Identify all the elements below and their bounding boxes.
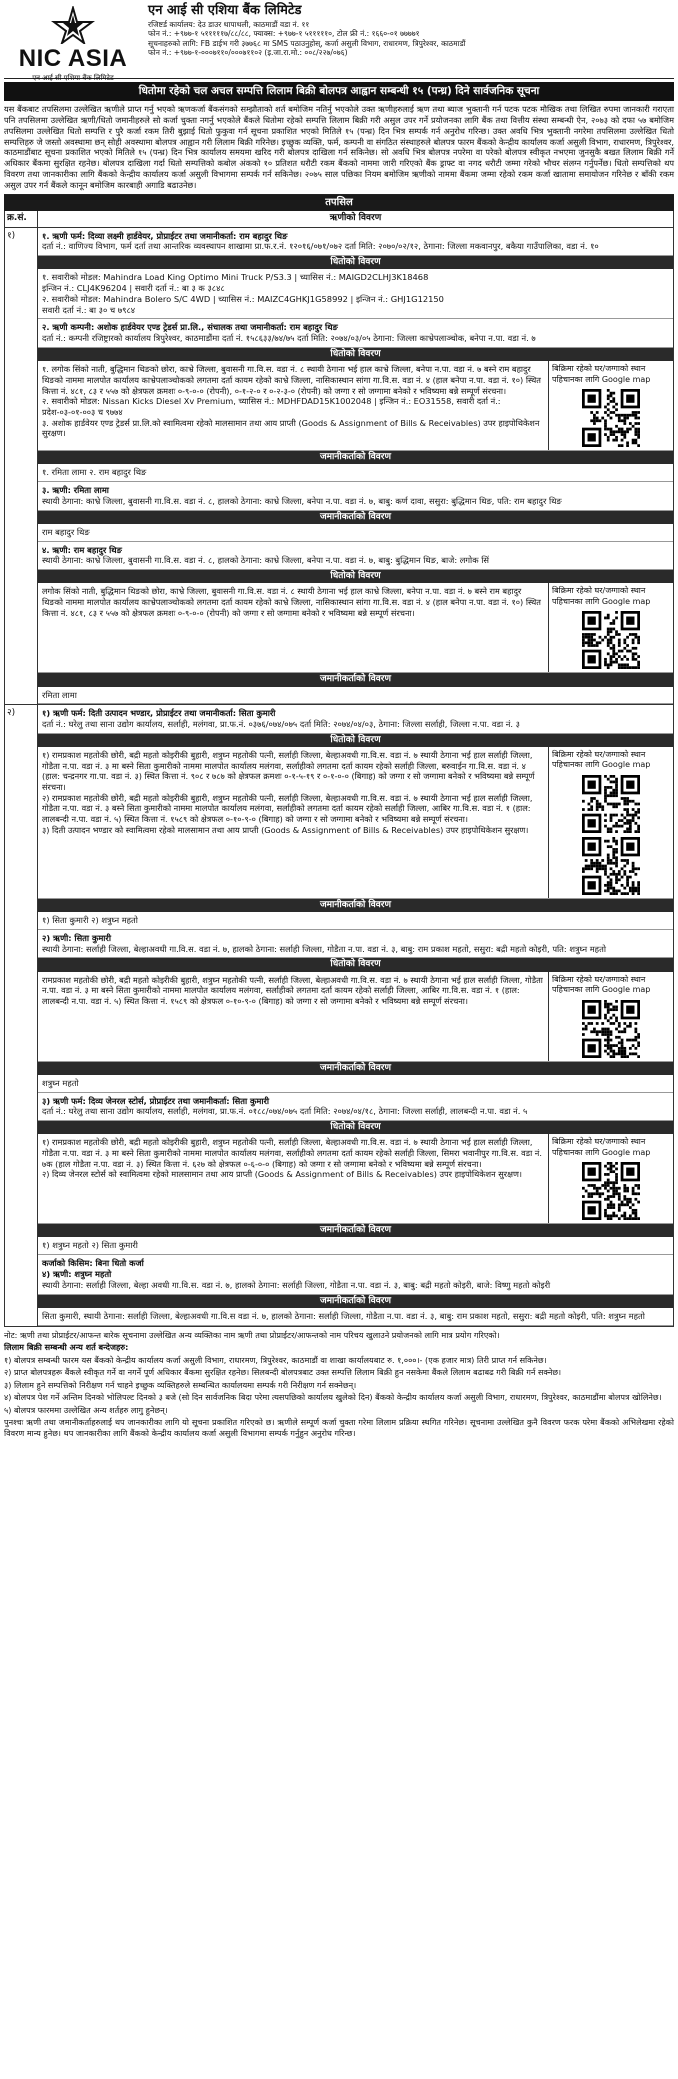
qr-code-icon[interactable] — [582, 611, 640, 669]
borrower-detail — [38, 705, 673, 734]
row-serial: १) — [5, 228, 38, 705]
borrower-reg: दर्ता नं.: घरेलु तथा साना उद्योग कार्यालय, सर्लाही, मलंगवा, प्रा.फ.नं. ०१८८/०७४/०७५ दर्ता मिति: २०७४/०४/१८, ठेगाना: जिल्ला सर्लाही, लालबन्दी न.पा. वडा नं. ५ — [42, 1106, 528, 1117]
map-caption: बिक्रिमा रहेको घर/जग्गाको स्थान पहिचानका लागि Google map — [552, 586, 651, 606]
property-block — [38, 747, 673, 899]
guarantor-detail: सिता कुमारी, स्थायी ठेगाना: सर्लाही जिल्ला, बेल्हाअवधी गा.वि.स वडा नं. ७, हालको ठेगाना: सर्लाही जिल्ला, गोडैता न.पा. वडा नं. ३, बाबु: राम प्रकाश महतो, ससुरा: बद्री महतो कोइरी, पति: शत्रुघ्न महतो — [38, 1308, 673, 1326]
property-text: रामप्रकाश महतोकी छोरी, बद्री महतो कोइरीकी बुहारी, शत्रुघ्न महतोकी पत्नी, सर्लाही जिल्ला, बेल्हाअवधी गा.वि.स. वडा नं. ७ स्थायी ठेगाना भई हाल सर्लाही जिल्ला, गोडैता न.पा. वडा नं. ३ मा बस्ने सिता कुमारीको नाममा मालपोत कार्यालय मलंगवा, सर्लाहीको लगतमा दर्ता कायम रहेको सर्लाही जिल्ला, आबिर गा.वि.स. वडा नं. १ (हाल: लालबन्दी न.पा. वडा नं. ५) स्थित कित्ता नं. १५८९ को क्षेत्रफल ०-१०-९-० (बिगाह) को जग्गा र सो जग्गामा बनेको र भविष्यमा बन्ने सम्पूर्ण संरचना। — [38, 972, 549, 1061]
footer-condition: ३) लिलाम हुने सम्पत्तिको निरीक्षण गर्न चाहने इच्छुक व्यक्तिहरुले सम्बन्धित कार्यालयमा सम्पर्क गरी निरीक्षण गर्न सक्नेछन्। — [4, 1379, 357, 1390]
bank-info-line: फोन नं.: +९७७-१-०००७११०/०००७११०२ (इ.जा.रा.मो.: ००८/२२७/०७६) — [148, 48, 348, 58]
guarantor-name: ४. ऋणी: राम बहादुर थिङ — [42, 544, 122, 555]
tapsil-heading: तपसिल — [4, 195, 674, 212]
brand-name: NIC ASIA — [18, 45, 128, 72]
borrower-name: २. ऋणी कम्पनी: अशोक हार्डवेयर एण्ड ट्रेडर्स प्रा.लि., संचालक तथा जमानीकर्ता: राम बहादुर थिङ — [42, 322, 338, 333]
borrower-detail — [38, 319, 673, 348]
notice-footer — [4, 1327, 674, 1444]
qr-code-icon[interactable] — [582, 775, 640, 833]
vehicle-line: इन्जिन नं.: CLJ4K96204 | सवारी दर्ता नं.: बा ३ क ३८४८ — [42, 283, 225, 294]
borrower-reg: दर्ता नं.: वाणिज्य विभाग, फर्म दर्ता तथा आन्तरिक व्यवस्थापन शाखामा प्रा.फ.र.नं. १२०१६/०७१/०७२ दर्ता मिति: २०७०/०२/१२, ठेगाना: जिल्ला मकवानपुर, बकैया गाउँपालिका, वडा नं. १० — [42, 241, 599, 252]
notice-title: धितोमा रहेको चल अचल सम्पत्ति लिलाम बिक्री बोलपत्र आह्वान सम्बन्धी १५ (पन्ध्र) दिने सार्वजनिक सूचना — [4, 82, 674, 101]
table-header — [4, 211, 674, 227]
borrower-name: १) ऋणी फर्म: दिती उत्पादन भण्डार, प्रोप्राईटर तथा जमानीकर्ता: सिता कुमारी — [42, 708, 276, 719]
borrower-name: ४) ऋणी: शत्रुघ्न महतो — [42, 1268, 112, 1279]
property-item: २) दिव्य जेनरल स्टोर्स को स्वामित्वमा रहेको मालसामान तथा आय प्राप्ती (Goods & Assignment of Bills & Receivables) उपर हाइपोथिकेशन सुरक्षण। — [42, 1169, 523, 1180]
property-text — [38, 361, 549, 450]
col-detail: ऋणीको विवरण — [329, 213, 382, 224]
borrower-reg: दर्ता नं.: घरेलु तथा साना उद्योग कार्यालय, सर्लाही, मलंगवा, प्रा.फ.नं. ०३७६/०७४/०७५ दर्ता मिति: २०७४/०४/०३, ठेगाना: जिल्ला सर्लाही, जिल्ला न.पा. वडा नं. ३ — [42, 719, 520, 730]
guarantor-list: १) सिता कुमारी २) शत्रुघ्न महतो — [38, 912, 673, 930]
loan-type: कर्जाको किसिम: बिना धितो कर्जा — [42, 1258, 144, 1269]
col-serial: क्र.सं. — [5, 211, 38, 226]
notice-intro: यस बैंकबाट तपसिलमा उल्लेखित ऋणीले प्राप्त गर्नु भएको ऋणकर्जा बैंकसंगको सम्झौताको शर्त बमोजिम नतिर्नु भएकोले उक्त ऋणीहरुलाई ऋण तथा ब्याज भुक्तानी गर्न पटक पटक मौखिक तथा लिखित रुपमा जानकारी गराएता पनि तपसिलमा उल्लेखित ऋणी/धितो जमानीहरुले सो कर्जा चुक्ता नगर्नु भएकोले बैंकले धितोमा रहेको सम्पत्ति लिलाम बिक्री गरी असुल उपर गर्ने प्रयोजनका लागि बैंक तथा वित्तीय संस्था सम्बन्धी ऐन, २०७३ को दफा ५७ बमोजिम तपसिलमा उल्लेखित धितो सम्पत्ति र पुरै कर्जा रकम तिरी बुझाई धितो फुकुवा गर्न सूचना प्रकाशित भएको मितिले १५ (पन्ध्र) दिन भित्र सम्पर्क गर्न अनुरोध गरिन्छ। उक्त अवधि भित्र भुक्तानी नगरेमा तपसिलमा उल्लेखित धितो सम्पत्तिहरु जे जस्तो अवस्थामा छन् सोही अवस्थामा बोलपत्र आह्वान गरी लिलाम बिक्री गरिनेछ। इच्छुक व्यक्ति, फर्म, कम्पनी वा संगठित संस्थाहरुले बोलपत्र फारम बैंकको केन्द्रीय कार्यालय कर्जा असुली विभाग, राधारमण, त्रिपुरेश्वर, काठमाडौंबाट सूचना प्रकाशित भएको मितिले १५ (पन्ध्र) दिन भित्र कार्यालय समयमा खरिद गरी बोलपत्र दाखिला गर्न सकिनेछ। सो अवधि भित्र बोलपत्र नपरेमा वा परेको बोलपत्र स्वीकृत नभएमा जुनसुकै बखत लिलाम बिक्री गर्ने अधिकार बैंकमा सुरक्षित रहनेछ। बोलपत्र दाखिला गर्दा धितो सम्पत्तिको कबोल अंकको १० प्रतिशत धरौटी रकम बैंकको नाममा जारी गरिएको बैंक ड्राफ्ट वा नगद धरौटी जम्मा गरेको भौचर संलग्न गर्नुपर्नेछ। धितो सम्पत्तिको थप विवरण तथा जानकारीका लागि बैंकको केन्द्रीय कार्यालय कर्जा असुली विभागमा सम्पर्क गर्न सकिनेछ। २०७५ साल पछिका नियम बमोजिम ऋणीको नाममा बैंकमा जम्मा रहेको रकम कर्जा खातामा समायोजन गरिनेछ र बाँकी रकम असुल उपर गर्न बैंकले कानून बमोजिम कारबाही अगाडि बढाउनेछ। — [4, 101, 674, 195]
footer-condition: २) प्राप्त बोलपत्रहरू बैंकले स्वीकृत गर्ने वा नगर्ने पूर्ण अधिकार बैंकमा सुरक्षित रहनेछ। सिलबन्दी बोलपत्रबाट उक्त सम्पत्ति लिलाम बिक्री हुन नसकेमा बैंकले लिलाम बढाबढ गरी बिक्री गर्न सक्नेछ। — [4, 1367, 562, 1378]
property-item: १) रामप्रकाश महतोकी छोरी, बद्री महतो कोइरीकी बुहारी, शत्रुघ्न महतोकी पत्नी, सर्लाही जिल्ला, बेल्हाअवधी गा.वि.स. वडा नं. ७ स्थायी ठेगाना भई हाल सर्लाही जिल्ला, गोडैता न.पा. वडा नं. ३ मा बस्ने सिता कुमारीको नाममा मालपोत कार्यालय मलंगवा, सर्लाहीको लगतमा दर्ता कायम रहेको सर्लाही जिल्ला, सिमरा भवानीपुर गा.वि.स. वडा नं. ७क (हाल गोडैता न.पा. वडा नं. ३) स्थित कित्ता नं. ६२७ को क्षेत्रफल ०-६-०-० (बिगाह) को जग्गा र सो जग्गामा बनेको र भविष्यमा बन्ने सम्पूर्ण संरचना। — [42, 1137, 542, 1169]
bank-info-line: रजिष्टर्ड कार्यालय: देउ डाउर थापाथली, काठमाडौं वडा नं. ११ — [148, 19, 310, 29]
property-item: १) रामप्रकाश महतोकी छोरी, बद्री महतो कोइरीकी बुहारी, शत्रुघ्न महतोकी पत्नी, सर्लाही जिल्ला, बेल्हाअवधी गा.वि.स. वडा नं. ७ स्थायी ठेगाना भई हाल सर्लाही जिल्ला, गोडैता न.पा. वडा नं. ३ मा बस्ने सिता कुमारीको नाममा मालपोत कार्यालय मलंगवा, सर्लाहीको लगतमा दर्ता कायम रहेको सर्लाही जिल्ला, बरुवाईन गा.वि.स. वडा नं. ४ (हाल: चन्द्रनगर गा.पा. वडा नं. ३) स्थित कित्ता नं. ९०८ र ७८७ को क्षेत्रफल क्रमशः ०-१-५-१९ र ०-१-०-० (बिगाह) को जग्गा र सो जग्गामा बनेको र भविष्यमा बन्ने सम्पूर्ण संरचना। — [42, 750, 535, 793]
map-cell — [549, 747, 673, 898]
row-serial: २) — [5, 705, 38, 1325]
section-collateral: धितोको विवरण — [38, 1121, 673, 1134]
header — [4, 0, 674, 82]
section-guarantor: जमानीकर्ताको विवरण — [38, 1224, 673, 1237]
borrower-name: ३) ऋणी फर्म: दिव्य जेनरल स्टोर्स, प्रोप्राईटर तथा जमानीकर्ता: सिता कुमारी — [42, 1095, 270, 1106]
footer-postscript: पुनश्चः ऋणी तथा जमानीकर्ताहरुलाई थप जानकारीका लागि यो सूचना प्रकाशित गरिएको छ। ऋणीले सम्पूर्ण कर्जा चुक्ता गरेमा लिलाम प्रक्रिया स्थगित गरिनेछ। सूचनामा उल्लेखित कुनै विवरण फरक परेमा बैंकको अभिलेखमा रहेको विवरण मान्य हुनेछ। थप जानकारीका लागि बैंकको केन्द्रीय कार्यालय कर्जा असुली विभागमा सम्पर्क गर्नुहुन अनुरोध गरिन्छ। — [4, 1417, 674, 1438]
guarantor-list: रमिता लामा — [38, 687, 673, 705]
guarantor-name: २) ऋणी: सिता कुमारी — [42, 932, 111, 943]
section-guarantor: जमानीकर्ताको विवरण — [38, 1062, 673, 1075]
section-collateral: धितोको विवरण — [38, 958, 673, 971]
bank-name: एन आई सी एशिया बैंक लिमिटेड — [148, 3, 302, 18]
row-content — [38, 228, 673, 705]
vehicle-line: सवारी दर्ता नं.: बा ३० च ७९८४ — [42, 304, 136, 315]
section-guarantor: जमानीकर्ताको विवरण — [38, 899, 673, 912]
bank-info-line: फोन नं.: +९७७-१ ५१११११७/८८/८८, फ्याक्स: +९७७-१ ५१११११०, टोल फ्री नं.: १६६०-०१ ७७७७१ — [148, 29, 420, 39]
qr-code-icon[interactable] — [582, 837, 640, 895]
property-item: २. सवारीको मोडल: Nissan Kicks Diesel Xv Premium, च्यासिस नं.: MDHFDAD15K1002048 | इन्जिन नं.: EO31558, सवारी दर्ता नं.: प्रदेश-०३-०१-००३ च ९७७४ — [42, 396, 501, 417]
property-item: ३. अशोक हार्डवेयर एण्ड ट्रेडर्स प्रा.लि.को स्वामित्वमा रहेको मालसामान तथा आय प्राप्ती (Goods & Assignment of Bills & Receivables) उपर हाइपोथिकेशन सुरक्षण। — [42, 417, 540, 439]
map-caption: बिक्रिमा रहेको घर/जग्गाको स्थान पहिचानका लागि Google map — [552, 974, 651, 995]
borrower-name: १. ऋणी फर्म: दिव्या लक्ष्मी हार्डवेयर, प्रोप्राईटर तथा जमानीकर्ता: राम बहादुर थिङ — [42, 230, 288, 241]
map-caption: बिक्रिमा रहेको घर/जग्गाको स्थान पहिचानका लागि Google map — [552, 750, 651, 770]
property-item: २) रामप्रकाश महतोकी छोरी, बद्री महतो कोइरीकी बुहारी, शत्रुघ्न महतोकी पत्नी, सर्लाही जिल्ला, बेल्हाअवधी गा.वि.स. वडा नं. ७ स्थायी ठेगाना भई हाल सर्लाही जिल्ला, गोडैता न.पा. वडा नं. ३ बस्ने सिता कुमारीको नाममा मालपोत कार्यालय मलंगवा, सर्लाहीको लगतमा दर्ता कायम रहेको सर्लाही जिल्ला, आबिर गा.वि.स. वडा नं. १ (हाल: लालबन्दी न.पा. वडा नं. ५) स्थित कित्ता नं. १५८९ को क्षेत्रफल ०-१०-९-० (बिगाह) को जग्गा र सो जग्गामा बनेको र भविष्यमा बन्ने सम्पूर्ण संरचना। — [42, 792, 533, 825]
map-cell — [549, 361, 673, 450]
vehicle-list — [38, 269, 673, 319]
property-block — [38, 972, 673, 1062]
footer-condition: ५) बोलपत्र फारममा उल्लेखित अन्य शर्तहरु लागु हुनेछन्। — [4, 1404, 168, 1415]
borrower-address: स्थायी ठेगाना: सर्लाही जिल्ला, बेल्हा अवधी गा.वि.स. वडा नं. ७, हालको ठेगाना: सर्लाही जिल्ला, गोडैता न.पा. वडा नं. ३, बाबु: बद्री महतो कोइरी, बाजे: विष्णु महतो कोइरी — [42, 1279, 551, 1290]
property-text — [38, 747, 549, 898]
property-item: १. लगोक सिंको नाती, बुद्धिमान थिङको छोरा, काभ्रे जिल्ला, बुवासनी गा.वि.स. वडा नं. ८ स्थायी ठेगाना भई हाल काभ्रे जिल्ला, बनेपा न.पा. वडा नं. ७ बस्ने राम बहादुर थिङको नाममा मालपोत कार्यालय काभ्रेपलाञ्चोकको लगतमा दर्ता कायम रहेको काभ्रे जिल्ला, नासिकास्थान सांगा गा.वि.स. वडा नं. ४ (हाल बनेपा न.पा. वडा नं. १०) स्थित कित्ता नं. ४८१, ८३ र ५५७ को क्षेत्रफल क्रमशः ०-९-०-० (रोपनी), ०-१-२-० र ०-२-३-० (रोपनी) को जग्गा र सो जग्गामा बनेको र भविष्यमा बन्ने सम्पूर्ण संरचना। — [42, 364, 541, 396]
guarantor-address: स्थायी ठेगाना: काभ्रे जिल्ला, बुवासनी गा.वि.स. वडा नं. ८, हालको ठेगाना: काभ्रे जिल्ला, बनेपा न.पा. वडा नं. ७, बाबु: बुद्धिमान थिङ, बाजे: लगोक सिं — [42, 555, 489, 566]
map-caption: बिक्रिमा रहेको घर/जग्गाको स्थान पहिचानका लागि Google map — [552, 1137, 651, 1157]
property-text — [38, 1134, 549, 1223]
footer-note: नोट: ऋणी तथा प्रोप्राईटर/आफन्त बारेक सूचनामा उल्लेखित अन्य व्यक्तिका नाम ऋणी तथा प्रोप्राईटर/आफन्तको नाम परिचय खुलाउने प्रयोजनको लागि मात्र प्रयोग गरिएको। — [4, 1329, 500, 1340]
qr-code-icon[interactable] — [582, 1162, 640, 1220]
row-content — [38, 705, 673, 1325]
section-guarantor: जमानीकर्ताको विवरण — [38, 511, 673, 524]
property-block — [38, 583, 673, 673]
section-guarantor: जमानीकर्ताको विवरण — [38, 1295, 673, 1308]
section-collateral: धितोको विवरण — [38, 348, 673, 361]
logo — [4, 0, 142, 83]
guarantor-detail — [38, 930, 673, 959]
vehicle-line: २. सवारीको मोडल: Mahindra Bolero S/C 4WD | च्यासिस नं.: MAIZC4GHKJ1G58992 | इन्जिन नं.: GHJ1G12150 — [42, 293, 444, 304]
guarantor-list: १. रमिता लामा २. राम बहादुर थिङ — [38, 464, 673, 482]
guarantor-address: स्थायी ठेगाना: काभ्रे जिल्ला, बुवासनी गा.वि.स. वडा नं. ८, हालको ठेगाना: काभ्रे जिल्ला, बनेपा न.पा. वडा नं. ७, बाबु: कर्ण दावा, ससुरा: बुद्धिमान थिङ, पति: राम बहादुर थिङ — [42, 495, 562, 506]
guarantor-list: शत्रुघ्न महतो — [38, 1075, 673, 1093]
star-logo-icon — [50, 6, 96, 44]
bank-info-line: सूचनाहरुको लागि: FB डाईभ गरी ३७७६८ मा SMS पठाउनुहोस्, कर्जा असुली विभाग, राधारमण, त्रिपुरेश्वर, काठमाडौं — [148, 38, 466, 48]
notice-page — [4, 0, 674, 1443]
borrower-detail — [38, 228, 673, 257]
qr-code-icon[interactable] — [582, 1000, 640, 1058]
section-collateral: धितोको विवरण — [38, 570, 673, 583]
section-collateral: धितोको विवरण — [38, 734, 673, 747]
footer-condition: १) बोलपत्र सम्बन्धी फारम यस बैंकको केन्द्रीय कार्यालय कर्जा असुली विभाग, राधारमण, त्रिपुरेश्वर, काठमाडौं वा शाखा कार्यालयबाट रु. १,०००।- (एक हजार मात्र) तिरी प्राप्त गर्न सकिनेछ। — [4, 1354, 547, 1365]
table-row — [4, 705, 674, 1326]
footer-condition: ४) बोलपत्र पेश गर्ने अन्तिम दिनको भोलिपल्ट दिनको ३ बजे (सो दिन सार्वजनिक बिदा परेमा त्यसपछिको कार्यालय खुलेको दिन) बैंकको केन्द्रीय कार्यालय कर्जा असुली विभाग, राधारमण, त्रिपुरेश्वर, काठमाडौंमा बोलपत्र खोलिनेछ। — [4, 1392, 662, 1403]
guarantor-detail — [38, 542, 673, 571]
guarantor-list: १) शत्रुघ्न महतो २) सिता कुमारी — [38, 1237, 673, 1255]
section-guarantor: जमानीकर्ताको विवरण — [38, 673, 673, 686]
guarantor-detail — [38, 482, 673, 511]
section-collateral: धितोको विवरण — [38, 256, 673, 269]
borrower-detail — [38, 1093, 673, 1122]
loan-type-detail — [38, 1255, 673, 1294]
borrower-reg: दर्ता नं.: कम्पनी रजिष्ट्रारको कार्यालय त्रिपुरेश्वर, काठमाडौंमा दर्ता नं. १५८६३३/७४/७५ दर्ता मिति: २०७४/०३/०५ ठेगाना: जिल्ला काभ्रेपलाञ्चोक, बनेपा न.पा. वडा नं. ७ — [42, 333, 536, 344]
section-guarantor: जमानीकर्ताको विवरण — [38, 451, 673, 464]
map-cell — [549, 972, 673, 1061]
map-cell — [549, 1134, 673, 1223]
footer-heading: लिलाम बिक्री सम्बन्धी अन्य शर्त बन्देजहरु: — [4, 1342, 129, 1353]
vehicle-line: १. सवारीको मोडल: Mahindra Load King Optimo Mini Truck P/S3.3 | च्यासिस नं.: MAIGD2CLHJ3K18468 — [42, 272, 429, 283]
guarantor-address: स्थायी ठेगाना: सर्लाही जिल्ला, बेल्हाअवधी गा.वि.स. वडा नं. ७, हालको ठेगाना: सर्लाही जिल्ला, गोडैता न.पा. वडा नं. ३, बाबु: राम प्रकाश महतो, ससुरा: बद्री महतो कोइरी, पति: शत्रुघ्न महतो — [42, 943, 606, 954]
property-text: लगोक सिंको नाती, बुद्धिमान थिङको छोरा, काभ्रे जिल्ला, बुवासनी गा.वि.स. वडा नं. ८ स्थायी ठेगाना भई हाल काभ्रे जिल्ला, बनेपा न.पा. वडा नं. ७ बस्ने राम बहादुर थिङको नाममा मालपोत कार्यालय काभ्रेपलाञ्चोकको लगतमा दर्ता कायम रहेको काभ्रे जिल्ला, नासिकास्थान सांगा गा.वि.स. वडा नं. ४ (हाल बनेपा न.पा. वडा नं. १०) स्थित कित्ता नं. ४८१, ८३ र ५५७ को क्षेत्रफल क्रमशः ०-९-०-० (रोपनी) को जग्गा र सो जग्गामा बनेको र भविष्यमा बन्ने सम्पूर्ण संरचना। — [38, 583, 549, 672]
map-caption: बिक्रिमा रहेको घर/जग्गाको स्थान पहिचानका लागि Google map — [552, 364, 651, 384]
bank-info — [142, 0, 674, 58]
table-row — [4, 228, 674, 706]
map-cell — [549, 583, 673, 672]
brand-tag: एन आई सी एशिया बैंक लिमिटेड — [32, 74, 114, 82]
property-item: ३) दिती उत्पादन भण्डार को स्वामित्वमा रहेको मालसामान तथा आय प्राप्ती (Goods & Assignment of Bills & Receivables) उपर हाइपोथिकेशन सुरक्षण। — [42, 824, 529, 835]
property-block — [38, 361, 673, 451]
qr-code-icon[interactable] — [582, 389, 640, 447]
property-block — [38, 1134, 673, 1224]
guarantor-list: राम बहादुर थिङ — [38, 524, 673, 542]
guarantor-name: ३. ऋणी: रमिता लामा — [42, 485, 109, 496]
